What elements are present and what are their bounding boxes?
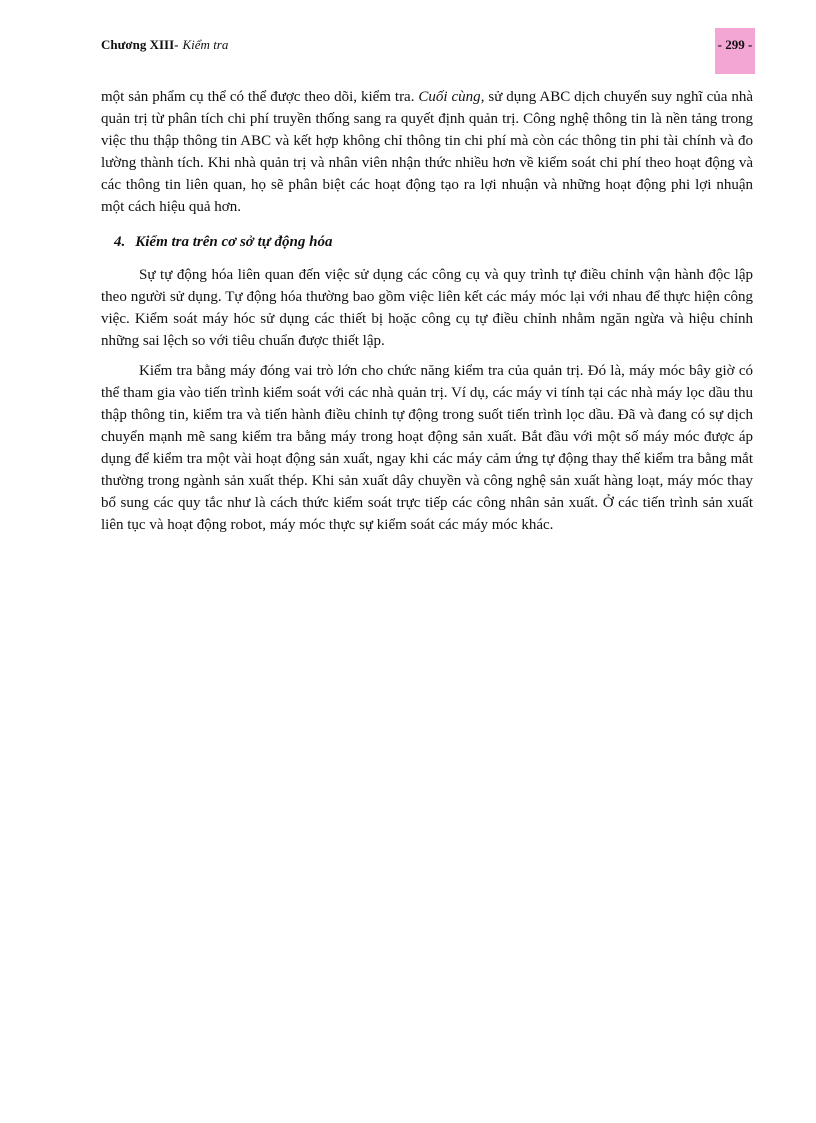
section-heading [114,232,753,252]
paragraph-1-part-2: , sử dụng ABC dịch chuyển suy nghĩ của nhà quản trị từ phân tích chi phí truyền thống sang ra quyết định quản trị. Công nghệ thông tin là nền tảng trong việc thu thập thông tin ABC và kết hợp không chỉ thông tin chi phí mà còn các thông tin phi tài chính và đo lường thành tích. Khi nhà quản trị và nhân viên nhận thức nhiều hơn về kiểm soát chi phí theo hoạt động và các thông tin liên quan, họ sẽ phân biệt các hoạt động tạo ra lợi nhuận và những hoạt động phi lợi nhuận một cách hiệu quả hơn. [101,89,753,215]
paragraph-abc-continuation [101,86,753,218]
section-title: Kiểm tra trên cơ sở tự động hóa [135,234,333,250]
chapter-title: Kiểm tra [182,37,229,52]
paragraph-automation-definition: Sự tự động hóa liên quan đến việc sử dụng các công cụ và quy trình tự điều chỉnh vận hành độc lập theo người sử dụng. Tự động hóa thường bao gồm việc liên kết các máy móc lại với nhau để thực hiện công việc. Kiểm soát máy hóc sử dụng các thiết bị hoặc công cụ tự điều chỉnh nhằm ngăn ngừa và hiệu chỉnh những sai lệch so với tiêu chuẩn được thiết lập. [101,267,753,349]
body-text [101,86,753,536]
paragraph-machine-control: Kiểm tra bằng máy đóng vai trò lớn cho chức năng kiểm tra của quản trị. Đó là, máy móc bây giờ có thể tham gia vào tiến trình kiểm soát với các nhà quản trị. Ví dụ, các máy vi tính tại các nhà máy lọc dầu thu thập thông tin, kiểm tra và tiến hành điều chỉnh tự động trong suốt tiến trình lọc dầu. Đã và đang có sự dịch chuyển mạnh mẽ sang kiểm tra bằng máy trong hoạt động sản xuất. Bắt đầu với một số máy móc được áp dụng để kiểm tra một vài hoạt động sản xuất, ngay khi các máy cảm ứng tự động thay thế kiểm tra bằng mắt thường trong ngành sản xuất thép. Khi sản xuất dây chuyền và công nghệ sản xuất hàng loạt, máy móc thay bổ sung các quy tắc như là cách thức kiểm soát trực tiếp các công nhân sản xuất. Ở các tiến trình sản xuất liên tục và hoạt động robot, máy móc thực sự kiểm soát các máy móc khác. [101,363,753,533]
page-number-badge [715,28,755,74]
chapter-heading [101,37,228,53]
section-number: 4. [114,234,126,250]
page-number: - 299 - [717,37,753,52]
page-header [101,28,755,74]
chapter-label: Chương XIII- [101,37,179,52]
paragraph-1-part-1: một sản phẩm cụ thể có thể được theo dõi, kiểm tra. [101,89,419,105]
paragraph-1-emphasis: Cuối cùng [418,89,481,105]
